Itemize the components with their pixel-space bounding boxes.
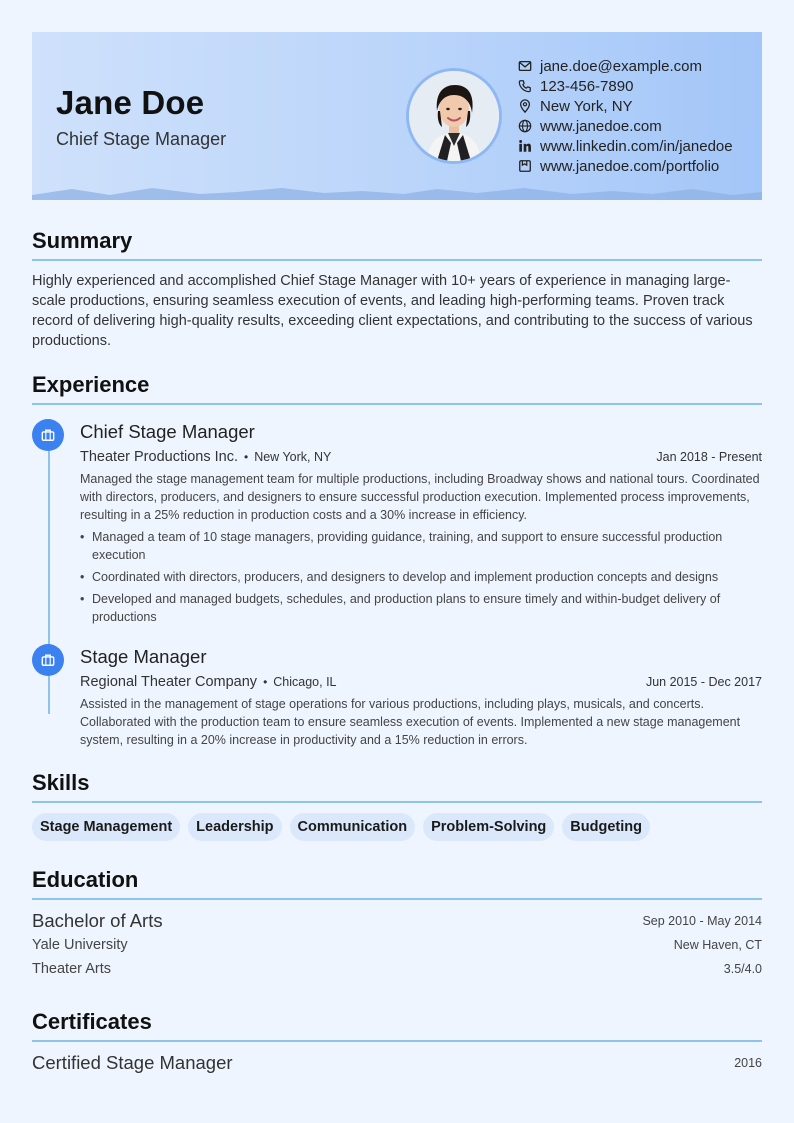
header-wave-decoration [32,186,762,200]
resume-page [32,32,762,1073]
education-section [32,867,762,981]
skill-chip: Communication [290,813,416,841]
job-bullet: • Managed a team of 10 stage managers, providing guidance, training, and support to ensure successful production execution [80,528,762,564]
summary-text: Highly experienced and accomplished Chief Stage Manager with 10+ years of experience in managing large-scale productions, ensuring seamless execution of events, and leading high-performing teams. Proven track record of delivering high-quality results, exceeding client expectations, and contributing to the success of various productions. [32,273,753,349]
linkedin-icon [518,139,532,153]
contact-website-text: www.janedoe.com [540,117,662,135]
skills-section [32,770,762,841]
job-description: Managed the stage management team for multiple productions, including Broadway shows and national tours. Coordinated with directors, producers, and designers to ensure successful production execution. Implemented process improvements, resulting in a 25% reduction in production costs and a 30% increase in efficiency. [80,472,760,522]
experience-body [80,419,762,630]
certificates-heading: Certificates [32,1009,152,1034]
email-icon [518,59,532,73]
experience-heading: Experience [32,372,150,397]
meta-separator: • [263,675,268,689]
certificate-name: Certified Stage Manager [32,1052,233,1073]
contact-email-text: jane.doe@example.com [540,57,702,75]
contact-list [518,56,733,176]
summary-section [32,228,762,351]
education-degree-row [32,909,762,933]
experience-body [80,644,762,749]
job-title: Chief Stage Manager [80,421,255,442]
job-bullet: • Developed and managed budgets, schedules, and production plans to ensure timely and within-budget delivery of productions [80,590,762,626]
briefcase-icon [41,428,55,442]
education-degree: Bachelor of Arts [32,910,163,931]
education-school: Yale University [32,937,128,953]
job-location: Chicago, IL [273,675,337,689]
section-divider [32,801,762,803]
contact-email[interactable] [518,56,733,76]
avatar-portrait-image [409,71,499,161]
skills-heading: Skills [32,770,90,795]
contact-website[interactable] [518,116,733,136]
resume-header [32,32,762,200]
education-heading: Education [32,867,139,892]
candidate-headline: Chief Stage Manager [56,129,227,149]
skills-list [32,813,762,841]
candidate-name: Jane Doe [56,84,205,121]
job-meta [80,670,762,694]
education-location: New Haven, CT [673,938,762,952]
phone-icon [518,79,532,93]
timeline-dot [32,644,64,676]
skill-chip: Stage Management [32,813,180,841]
contact-linkedin[interactable] [518,136,733,156]
skill-chip: Problem-Solving [423,813,554,841]
certificate-row [32,1051,762,1075]
education-date: Sep 2010 - May 2014 [642,914,762,928]
summary-heading: Summary [32,228,133,253]
job-company: Regional Theater Company [80,674,258,690]
contact-phone[interactable] [518,76,733,96]
contact-linkedin-text: www.linkedin.com/in/janedoe [540,137,733,155]
job-meta [80,445,762,469]
education-field: Theater Arts [32,961,111,977]
meta-separator: • [243,450,249,464]
globe-icon [518,119,532,133]
job-bullets [80,528,762,626]
section-divider [32,403,762,405]
contact-portfolio[interactable] [518,156,733,176]
skill-chip: Budgeting [562,813,650,841]
location-icon [518,99,532,113]
education-field-row [32,957,762,981]
avatar [406,68,502,164]
job-company: Theater Productions Inc. [80,449,238,465]
job-bullet: • Coordinated with directors, producers, and designers to develop and implement production concepts and designs [80,568,762,586]
certificate-year: 2016 [734,1056,762,1070]
contact-location [518,96,733,116]
contact-portfolio-text: www.janedoe.com/portfolio [540,157,720,175]
timeline-dot [32,419,64,451]
job-date: Jan 2018 - Present [656,450,762,464]
portfolio-icon [518,159,532,173]
contact-location-text: New York, NY [540,97,633,115]
education-school-row [32,933,762,957]
skill-chip: Leadership [188,813,281,841]
job-location: New York, NY [254,450,332,464]
certificates-section [32,1009,762,1075]
contact-phone-text: 123-456-7890 [540,77,634,95]
job-title: Stage Manager [80,646,207,667]
section-divider [32,259,762,261]
education-gpa: 3.5/4.0 [723,962,762,976]
briefcase-icon [41,653,55,667]
job-date: Jun 2015 - Dec 2017 [645,675,762,689]
experience-section [32,372,762,752]
job-description: Assisted in the management of stage operations for various productions, including plays, musicals, and concerts. Collaborated with the production team to ensure seamless execution of events. Implemented a new stage management system, resulting in a 20% increase in productivity and a 15% reduction in errors. [80,697,741,747]
